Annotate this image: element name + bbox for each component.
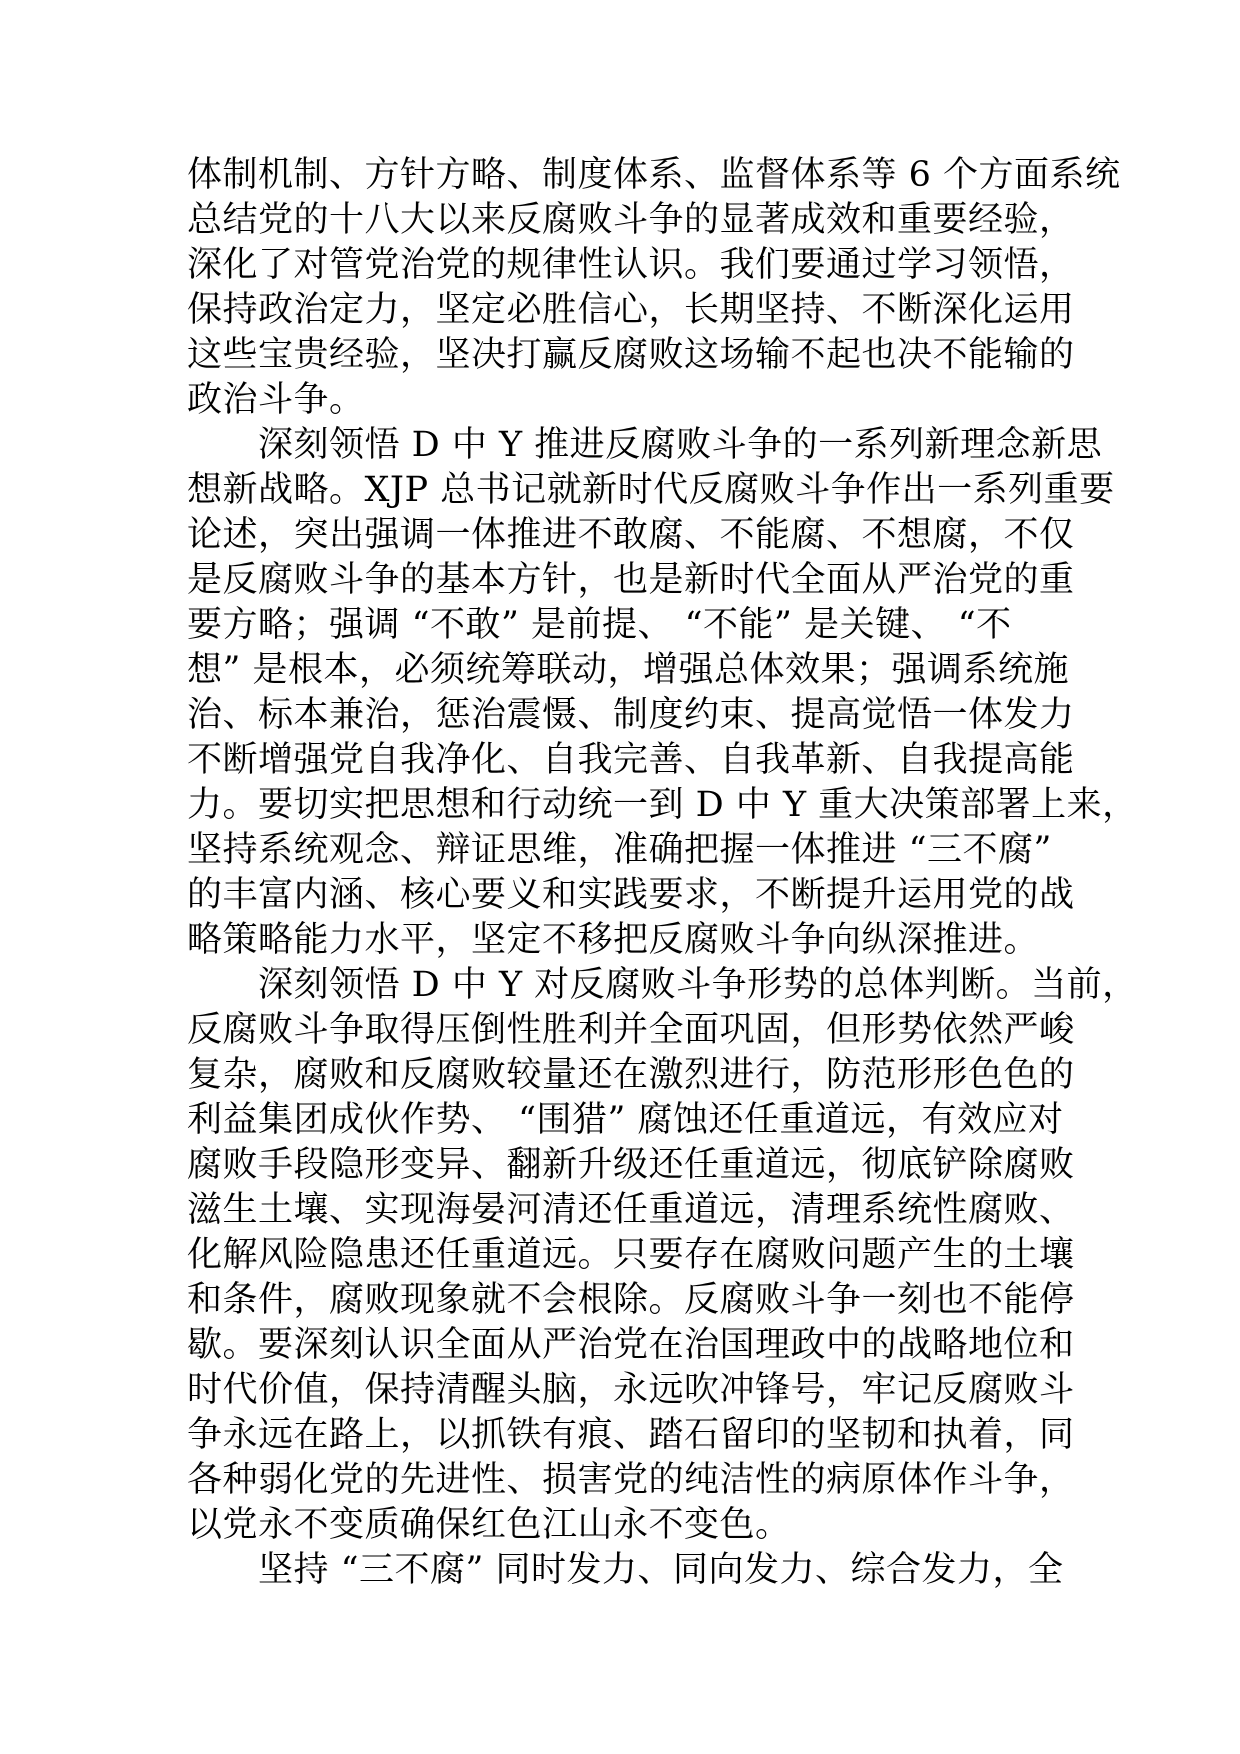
text-line: 争永远在路上，以抓铁有痕、踏石留印的坚韧和执着，同 <box>187 1415 1075 1455</box>
text-line: 治、标本兼治，惩治震慑、制度约束、提高觉悟一体发力 <box>187 695 1075 735</box>
text-line: 和条件，腐败现象就不会根除。反腐败斗争一刻也不能停 <box>187 1280 1075 1320</box>
text-line: 不断增强党自我净化、自我完善、自我革新、自我提高能 <box>187 740 1075 780</box>
text-line: 歇。要深刻认识全面从严治党在治国理政中的战略地位和 <box>187 1325 1075 1365</box>
text-line: 反腐败斗争取得压倒性胜利并全面巩固，但形势依然严峻 <box>187 1010 1075 1050</box>
text-line: 的丰富内涵、核心要义和实践要求，不断提升运用党的战 <box>187 875 1075 915</box>
text-line: 腐败手段隐形变异、翻新升级还任重道远，彻底铲除腐败 <box>187 1145 1075 1185</box>
text-line: 略策略能力水平，坚定不移把反腐败斗争向纵深推进。 <box>187 920 1040 960</box>
text-line: 坚持 “三不腐” 同时发力、同向发力、综合发力，全 <box>187 1550 1064 1590</box>
text-line: 化解风险隐患还任重道远。只要存在腐败问题产生的土壤 <box>187 1235 1075 1275</box>
text-line: 复杂，腐败和反腐败较量还在激烈进行，防范形形色色的 <box>187 1055 1075 1095</box>
text-line: 论述，突出强调一体推进不敢腐、不能腐、不想腐，不仅 <box>187 515 1075 555</box>
text-line: 坚持系统观念、辩证思维，准确把握一体推进 “三不腐” <box>187 830 1052 870</box>
text-line: 是反腐败斗争的基本方针，也是新时代全面从严治党的重 <box>187 560 1075 600</box>
text-line: 想” 是根本，必须统筹联动，增强总体效果；强调系统施 <box>187 650 1070 690</box>
text-line: 深化了对管党治党的规律性认识。我们要通过学习领悟， <box>187 245 1075 285</box>
text-line: 深刻领悟 D 中 Y 对反腐败斗争形势的总体判断。当前， <box>187 965 1138 1005</box>
text-line: 力。要切实把思想和行动统一到 D 中 Y 重大决策部署上来， <box>187 785 1138 825</box>
text-line: 这些宝贵经验，坚决打赢反腐败这场输不起也决不能输的 <box>187 335 1075 375</box>
text-line: 总结党的十八大以来反腐败斗争的显著成效和重要经验， <box>187 200 1075 240</box>
text-line: 想新战略。XJP 总书记就新时代反腐败斗争作出一系列重要 <box>187 470 1115 510</box>
text-line: 各种弱化党的先进性、损害党的纯洁性的病原体作斗争， <box>187 1460 1075 1500</box>
text-line: 要方略；强调 “不敢” 是前提、 “不能” 是关键、 “不 <box>187 605 1012 645</box>
text-line: 时代价值，保持清醒头脑，永远吹冲锋号，牢记反腐败斗 <box>187 1370 1075 1410</box>
text-line: 以党永不变质确保红色江山永不变色。 <box>187 1505 791 1545</box>
text-line: 深刻领悟 D 中 Y 推进反腐败斗争的一系列新理念新思 <box>187 425 1103 465</box>
text-line: 滋生土壤、实现海晏河清还任重道远，清理系统性腐败、 <box>187 1190 1075 1230</box>
text-line: 利益集团成伙作势、 “围猎” 腐蚀还任重道远，有效应对 <box>187 1100 1064 1140</box>
text-line: 政治斗争。 <box>187 380 365 420</box>
text-line: 保持政治定力，坚定必胜信心，长期坚持、不断深化运用 <box>187 290 1075 330</box>
document-body <box>187 153 1138 1593</box>
text-line: 体制机制、方针方略、制度体系、监督体系等 6 个方面系统 <box>187 155 1121 195</box>
